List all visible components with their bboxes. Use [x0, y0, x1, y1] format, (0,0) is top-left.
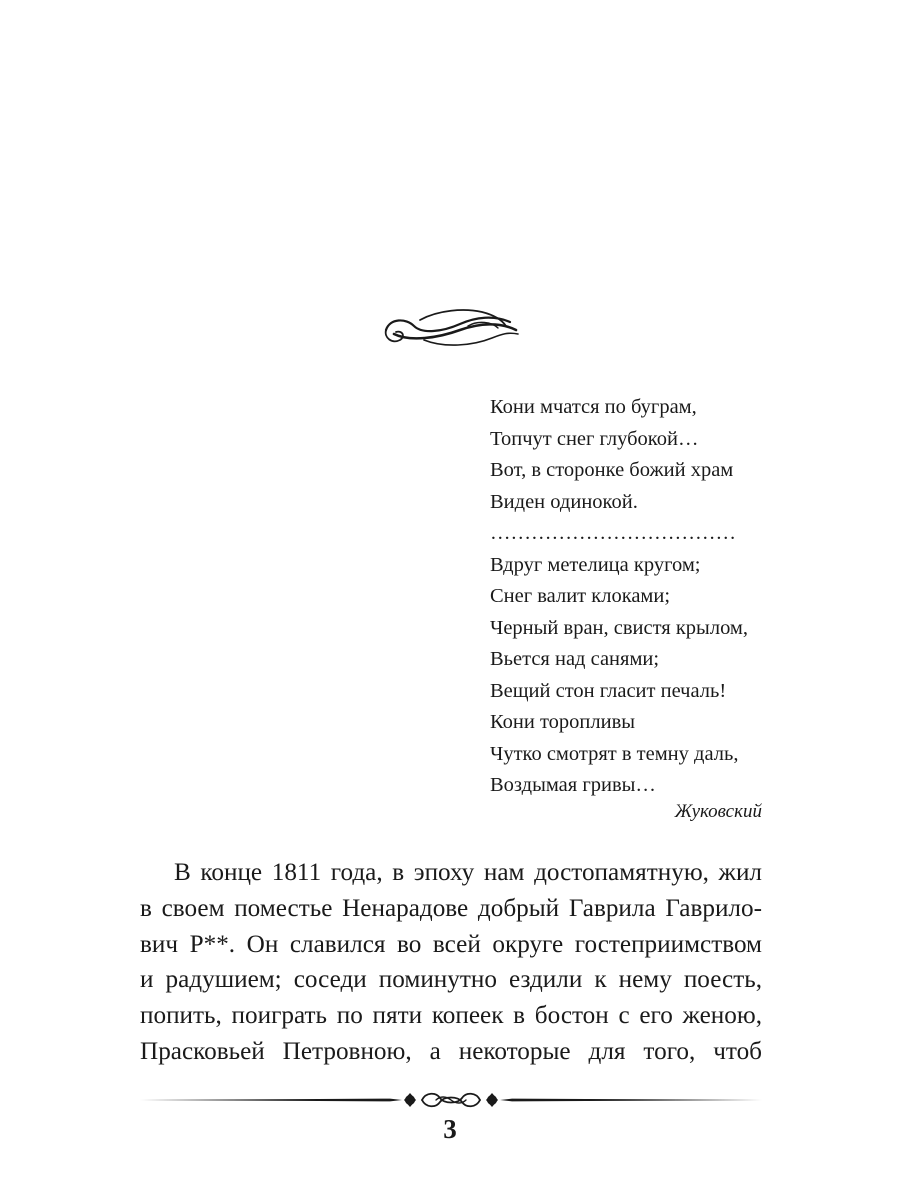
epigraph-author: Жуковский — [674, 800, 762, 822]
epigraph-line: Кони мчатся по буграм, — [490, 396, 697, 418]
epigraph-line: Снег валит клоками; — [490, 585, 671, 607]
epigraph-line: Кони торопливы — [490, 711, 636, 733]
paragraph-line: попить, поиграть по пяти копеек в бостон с его женою, — [140, 1002, 762, 1030]
footer-divider-ornament-icon — [140, 1087, 762, 1113]
body-paragraph — [140, 855, 762, 1070]
paragraph-line: вич Р**. Он славился во всей округе гостеприимством — [140, 930, 762, 958]
paragraph-line: В конце 1811 года, в эпоху нам достопамятную, жил — [174, 859, 762, 886]
paragraph-line: в своем поместье Ненарадове добрый Гаврила Гаврило- — [140, 894, 762, 922]
epigraph-line: Воздымая гривы… — [490, 774, 656, 796]
epigraph-line: Вещий стон гласит печаль! — [490, 679, 727, 702]
paragraph-line: Прасковьей Петровною, а некоторые для того, чтоб — [140, 1037, 762, 1065]
epigraph-line: Вдруг метелица кругом; — [490, 553, 701, 576]
epigraph — [490, 392, 770, 825]
epigraph-line: Чутко смотрят в темну даль, — [490, 742, 739, 765]
paragraph-line: и радушием; соседи поминутно ездили к нему поесть, — [140, 966, 762, 994]
epigraph-line: Вот, в сторонке божий храм — [490, 459, 734, 481]
epigraph-ellipsis-line: ……………………………… — [490, 522, 736, 544]
epigraph-line: Виден одинокой. — [490, 490, 638, 513]
epigraph-line: Черный вран, свистя крылом, — [490, 616, 749, 639]
flourish-ornament-icon — [380, 302, 522, 354]
epigraph-line: Вьется над санями; — [490, 648, 660, 670]
epigraph-line: Топчут снег глубокой… — [490, 427, 699, 450]
page-number: 3 — [443, 1114, 457, 1144]
